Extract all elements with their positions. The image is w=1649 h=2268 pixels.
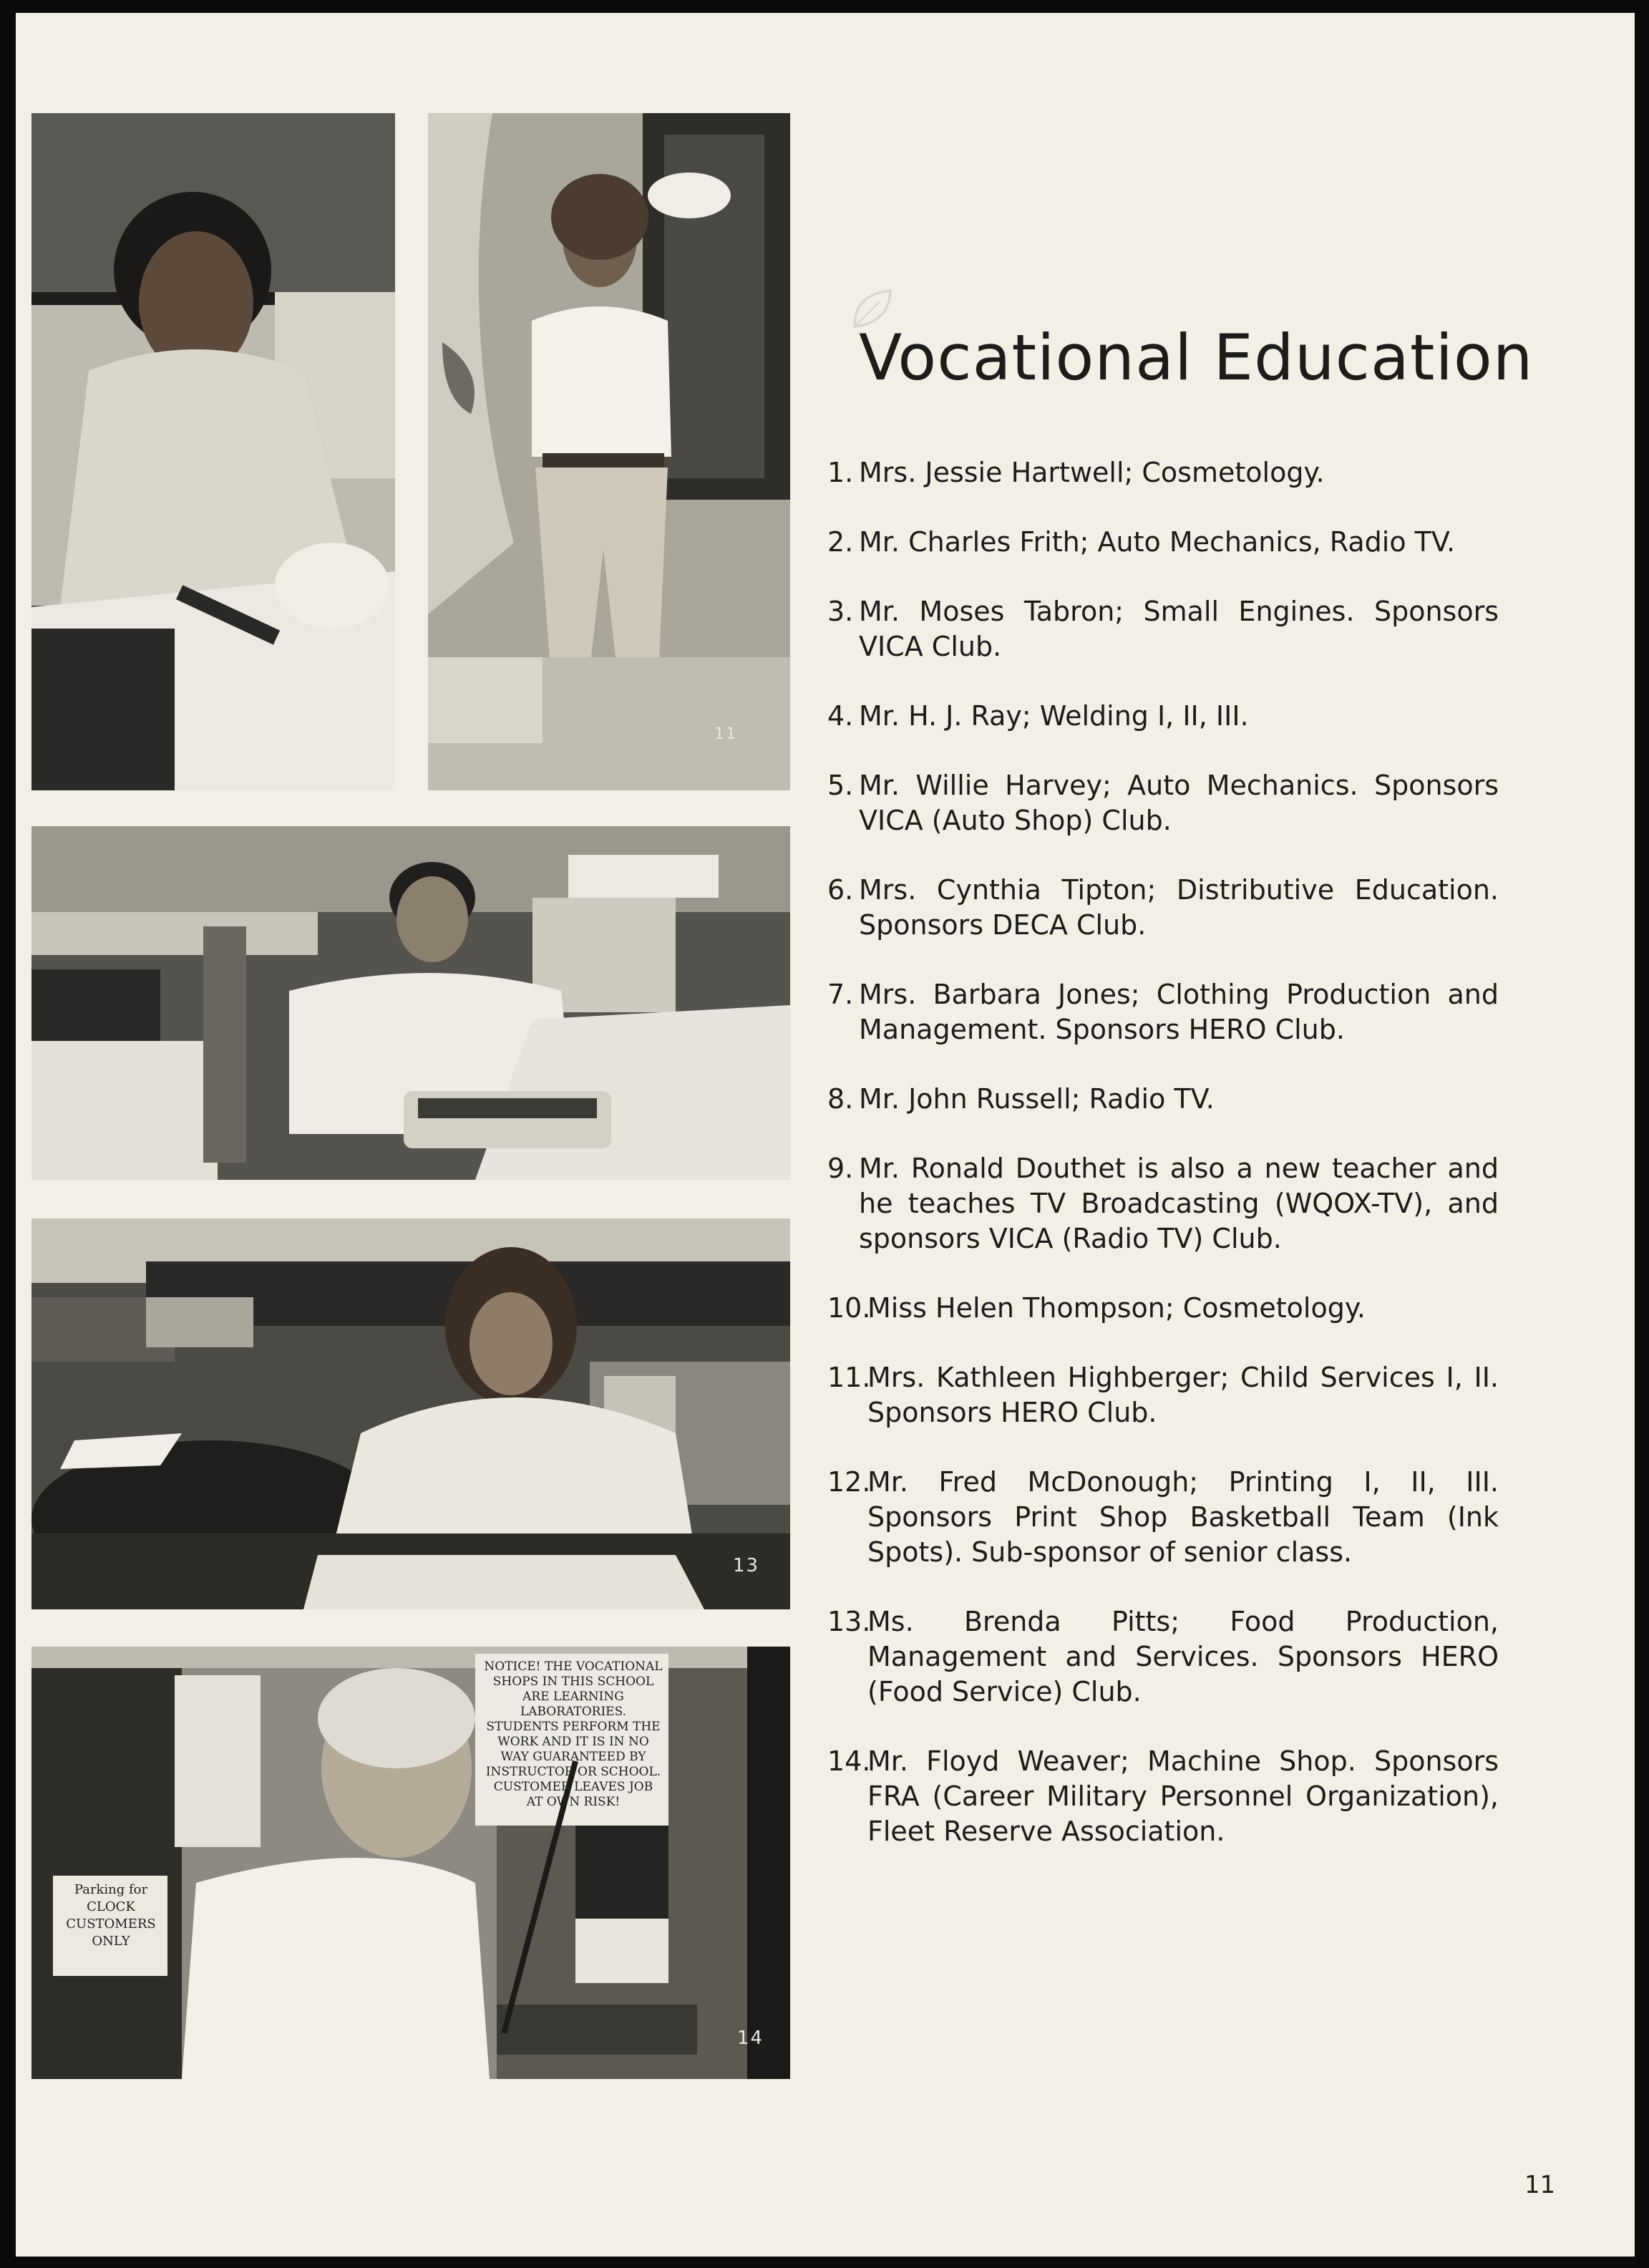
- photo-image: [31, 1218, 790, 1609]
- item-text: Ms. Brenda Pitts; Food Production, Management and Services. Sponsors HERO (Food Service) Club.: [867, 1606, 1499, 1707]
- item-number: 7.: [827, 979, 854, 1010]
- item-text: Mr. Ronald Douthet is also a new teacher and he teaches TV Broadcasting (WQOX-TV), and sponsors VICA (Radio TV) Club.: [859, 1153, 1499, 1254]
- photo-number: 13: [733, 1555, 760, 1576]
- list-item: [827, 1465, 1499, 1570]
- item-number: 3.: [827, 596, 854, 627]
- list-item: [827, 1082, 1499, 1117]
- item-text: Mrs. Jessie Hartwell; Cosmetology.: [859, 457, 1325, 488]
- item-text: Mr. Fred McDonough; Printing I, II, III. Sponsors Print Shop Basketball Team (Ink Spots). Sub-sponsor of senior class.: [867, 1466, 1499, 1568]
- list-item: [827, 525, 1499, 560]
- parking-sign: Parking for CLOCK CUSTOMERS ONLY: [66, 1882, 156, 1949]
- item-text: Mr. H. J. Ray; Welding I, II, III.: [859, 700, 1249, 732]
- photo-teacher-1: [31, 113, 395, 790]
- item-number: 2.: [827, 526, 854, 558]
- list-item: [827, 1291, 1499, 1326]
- item-number: 12.: [827, 1466, 871, 1498]
- item-number: 13.: [827, 1606, 871, 1637]
- page-number: 11: [1524, 2171, 1556, 2199]
- item-text: Mr. Willie Harvey; Auto Mechanics. Sponsors VICA (Auto Shop) Club.: [859, 770, 1499, 836]
- item-number: 4.: [827, 700, 854, 732]
- staff-list: [827, 455, 1499, 1884]
- item-number: 10.: [827, 1292, 871, 1324]
- photo-image: [31, 1647, 790, 2079]
- item-text: Mrs. Barbara Jones; Clothing Production and Management. Sponsors HERO Club.: [859, 979, 1499, 1045]
- photo-image: [31, 113, 395, 790]
- list-item: [827, 1360, 1499, 1430]
- photo-teacher-4: [31, 1218, 790, 1609]
- item-number: 8.: [827, 1083, 854, 1115]
- list-item: [827, 699, 1499, 734]
- list-item: [827, 455, 1499, 490]
- item-text: Mr. Charles Frith; Auto Mechanics, Radio TV.: [859, 526, 1456, 558]
- photo-number: 14: [737, 2027, 764, 2049]
- item-number: 11.: [827, 1362, 871, 1393]
- item-text: Mr. Floyd Weaver; Machine Shop. Sponsors FRA (Career Military Personnel Organization), Fleet Reserve Association.: [867, 1745, 1499, 1847]
- item-text: Mrs. Kathleen Highberger; Child Services I, II. Sponsors HERO Club.: [867, 1362, 1499, 1428]
- yearbook-page: [16, 13, 1635, 2257]
- item-text: Miss Helen Thompson; Cosmetology.: [867, 1292, 1366, 1324]
- photo-image: [428, 113, 790, 790]
- list-item: [827, 977, 1499, 1047]
- list-item: [827, 768, 1499, 838]
- photo-teacher-3: [31, 826, 790, 1180]
- item-text: Mr. John Russell; Radio TV.: [859, 1083, 1215, 1115]
- item-number: 5.: [827, 770, 854, 801]
- list-item: [827, 594, 1499, 664]
- list-item: [827, 873, 1499, 943]
- list-item: [827, 1744, 1499, 1849]
- item-text: Mrs. Cynthia Tipton; Distributive Education. Sponsors DECA Club.: [859, 874, 1499, 941]
- item-number: 14.: [827, 1745, 871, 1777]
- notice-sign: NOTICE! THE VOCATIONAL SHOPS IN THIS SCHOOL ARE LEARNING LABORATORIES. STUDENTS PERFORM THE WORK AND IT IS IN NO WAY GUARANTEED BY INSTRUCTOR OR SCHOOL. CUSTOMER LEAVES JOB AT OWN RISK!: [484, 1659, 663, 1809]
- item-number: 9.: [827, 1153, 854, 1184]
- item-number: 1.: [827, 457, 854, 488]
- page-title: Vocational Education: [859, 321, 1534, 394]
- photo-teacher-5: [31, 1647, 790, 2079]
- item-number: 6.: [827, 874, 854, 906]
- photo-number-small: 11: [714, 725, 737, 743]
- item-text: Mr. Moses Tabron; Small Engines. Sponsors VICA Club.: [859, 596, 1499, 662]
- list-item: [827, 1151, 1499, 1256]
- photo-image: [31, 826, 790, 1180]
- list-item: [827, 1604, 1499, 1710]
- photo-teacher-2: [428, 113, 790, 790]
